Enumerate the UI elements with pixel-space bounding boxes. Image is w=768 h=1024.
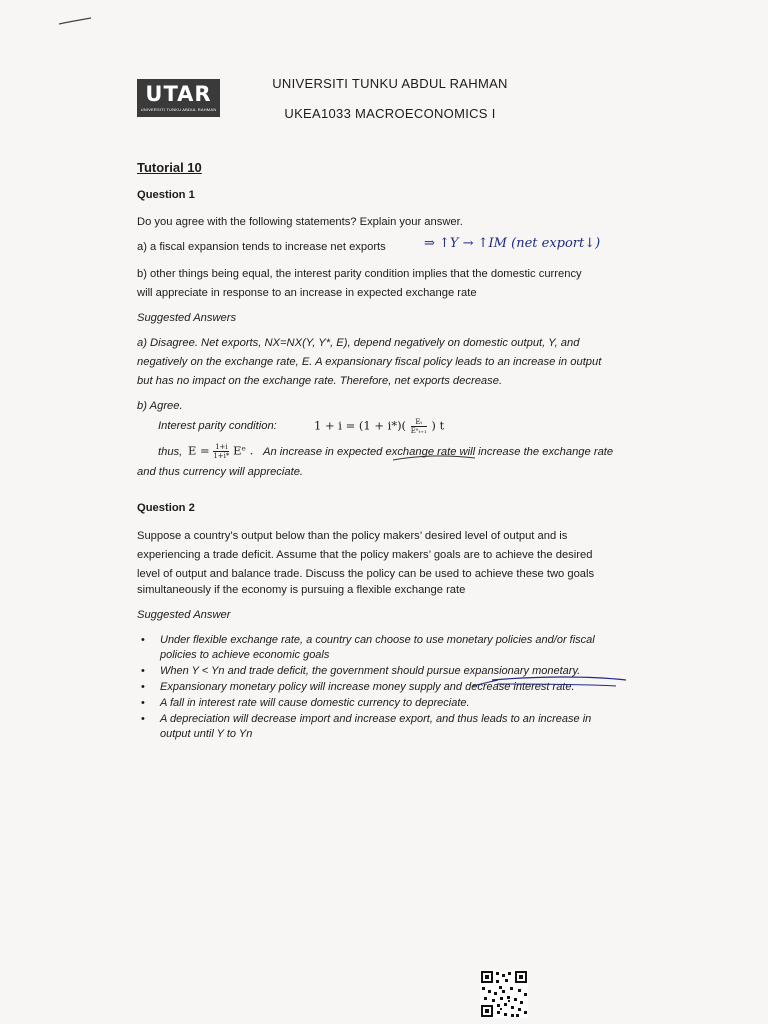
formula-lhs: E =	[188, 443, 210, 458]
answer-a-line-2: negatively on the exchange rate, E. A expansionary fiscal policy leads to an increase in output	[137, 356, 602, 368]
interest-parity-label: Interest parity condition:	[158, 420, 277, 432]
bullet-icon: •	[141, 665, 145, 677]
question-1-heading: Question 1	[137, 189, 195, 201]
handwritten-note-1a: ⇒ ↑Y → ↑IM (net export↓)	[424, 236, 601, 251]
answer-a-line-3: but has no impact on the exchange rate. Therefore, net exports decrease.	[137, 375, 503, 387]
bullet-text: policies to achieve economic goals	[160, 649, 330, 661]
formula-numerator: 1+i	[215, 443, 228, 451]
logo-text: UTAR	[145, 82, 212, 106]
answer-b-line-1: An increase in expected exchange rate will increase the exchange rate	[263, 446, 614, 458]
university-name: UNIVERSITI TUNKU ABDUL RAHMAN	[272, 76, 508, 91]
question-1b-line-2: will appreciate in response to an increase in expected exchange rate	[137, 287, 477, 299]
answer-b-line-2: and thus currency will appreciate.	[137, 466, 304, 478]
formula-denominator: 1+i*	[213, 452, 230, 460]
question-1-prompt: Do you agree with the following statements? Explain your answer.	[137, 216, 463, 228]
decrease-underline-mark	[497, 684, 616, 686]
answer-a-line-1: a) Disagree. Net exports, NX=NX(Y, Y*, E), depend negatively on domestic output, Y, and	[137, 337, 580, 349]
logo-subtext: UNIVERSITI TUNKU ABDUL RAHMAN	[140, 107, 217, 112]
bullet-text: Expansionary monetary policy will increase money supply and decrease interest rate.	[160, 681, 575, 693]
formula-rhs: Eᵉ .	[233, 443, 254, 458]
bullet-text: When Y < Yn and trade deficit, the government should pursue expansionary monetary.	[160, 665, 581, 677]
course-title: UKEA1033 MACROECONOMICS I	[284, 106, 496, 121]
expansionary-underline-mark	[492, 677, 626, 680]
bullet-icon: •	[141, 713, 145, 725]
equation-rhs: ) t	[431, 418, 445, 433]
question-2-heading: Question 2	[137, 502, 195, 514]
answer-b-heading: b) Agree.	[137, 400, 183, 412]
bullet-text: A depreciation will decrease import and increase export, and thus leads to an increase in	[160, 713, 592, 725]
thus-label: thus,	[158, 446, 183, 458]
bullet-text: A fall in interest rate will cause domestic currency to depreciate.	[160, 697, 470, 709]
bullet-icon: •	[141, 697, 145, 709]
question-2-line-2: experiencing a trade deficit. Assume that the policy makers’ goals are to achieve the desired	[137, 549, 593, 561]
equation-lhs: 1 + i = (1 + i*)(	[314, 418, 407, 433]
bullet-text: Under flexible exchange rate, a country can choose to use monetary policies and/or fiscal	[160, 634, 595, 646]
question-2-line-3: level of output and balance trade. Discuss the policy can be used to achieve these two goals	[137, 568, 595, 580]
decrease-overline-mark-left	[473, 680, 498, 686]
exchange-overline-mark	[393, 456, 475, 460]
bullet-text: output until Y to Yn	[160, 728, 253, 740]
question-1b-line-1: b) other things being equal, the interest parity condition implies that the domestic currency	[137, 268, 582, 280]
fraction-denominator: Eᵉₜ₊₁	[410, 427, 427, 435]
question-1a: a) a fiscal expansion tends to increase net exports	[137, 241, 386, 253]
qr-code-icon	[480, 970, 528, 1018]
bullet-icon: •	[141, 681, 145, 693]
suggested-answer-label: Suggested Answer	[137, 609, 231, 621]
tutorial-title: Tutorial 10	[137, 160, 202, 175]
fraction-numerator: Eₜ	[411, 418, 427, 427]
question-2-line-4: simultaneously if the economy is pursuing a flexible exchange rate	[137, 584, 466, 596]
question-2-line-1: Suppose a country’s output below than the policy makers’ desired level of output and is	[137, 530, 568, 542]
suggested-answers-label: Suggested Answers	[137, 312, 237, 324]
bullet-icon: •	[141, 634, 145, 646]
